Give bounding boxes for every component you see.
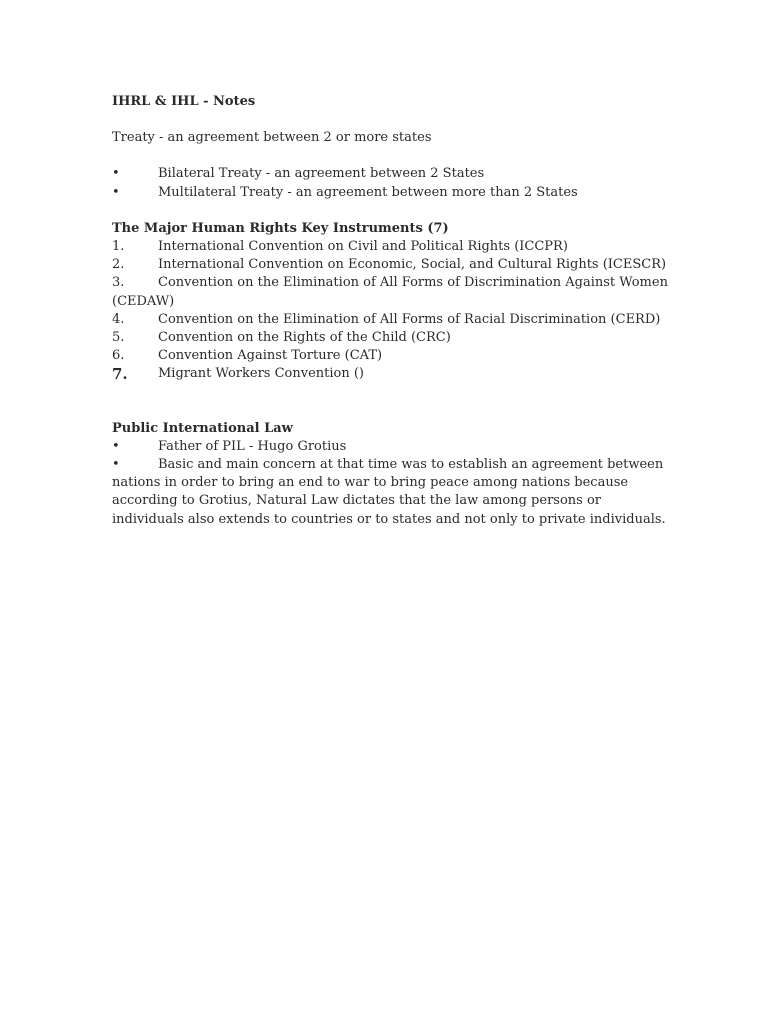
list-item <box>112 274 672 310</box>
bullet-marker: • <box>112 184 120 200</box>
spacer <box>112 111 672 129</box>
list-item-text: Bilateral Treaty - an agreement between 2 States <box>158 166 485 182</box>
list-item <box>112 165 672 183</box>
list-number: 3. <box>112 275 125 291</box>
spacer <box>112 147 672 165</box>
list-number: 7. <box>112 365 128 384</box>
list-item-text: Convention on the Elimination of All Forms of Discrimination Against Women (CEDAW) <box>112 275 668 309</box>
list-number: 1. <box>112 239 125 255</box>
list-item <box>112 438 672 456</box>
treaty-types-list <box>112 165 672 201</box>
spacer <box>112 202 672 220</box>
spacer <box>112 384 672 420</box>
pil-heading: Public International Law <box>112 420 293 436</box>
treaty-definition: Treaty - an agreement between 2 or more states <box>112 130 432 146</box>
list-item-text: International Convention on Economic, Social, and Cultural Rights (ICESCR) <box>158 257 667 273</box>
instruments-heading: The Major Human Rights Key Instruments (7) <box>112 220 449 236</box>
pil-list <box>112 438 672 529</box>
list-item-text: International Convention on Civil and Political Rights (ICCPR) <box>158 239 568 255</box>
list-item <box>112 329 672 347</box>
bullet-marker: • <box>112 457 120 473</box>
list-item-text: Convention on the Elimination of All Forms of Racial Discrimination (CERD) <box>158 311 661 327</box>
list-item-text: Migrant Workers Convention () <box>158 366 365 382</box>
list-item-text: Basic and main concern at that time was to establish an agreement between nations in order to bring an end to war to bring peace among nations because according to Grotius, Natural Law dictates that the law among persons or individuals also extends to countries or to states and not only to private individuals. <box>112 457 666 527</box>
list-number: 6. <box>112 348 125 364</box>
list-number: 2. <box>112 257 125 273</box>
bullet-marker: • <box>112 166 120 182</box>
list-item-text: Father of PIL - Hugo Grotius <box>158 438 347 454</box>
document-body <box>112 93 672 529</box>
list-number: 5. <box>112 330 125 346</box>
list-item <box>112 238 672 256</box>
list-item <box>112 365 672 383</box>
list-item <box>112 184 672 202</box>
list-item <box>112 347 672 365</box>
list-item <box>112 311 672 329</box>
list-item <box>112 456 672 529</box>
list-item-text: Multilateral Treaty - an agreement between more than 2 States <box>158 184 578 200</box>
document-title: IHRL & IHL - Notes <box>112 94 256 109</box>
list-item-text: Convention Against Torture (CAT) <box>158 348 383 364</box>
list-item-text: Convention on the Rights of the Child (CRC) <box>158 330 451 346</box>
bullet-marker: • <box>112 438 120 454</box>
instruments-list <box>112 238 672 384</box>
list-number: 4. <box>112 311 125 327</box>
list-item <box>112 256 672 274</box>
